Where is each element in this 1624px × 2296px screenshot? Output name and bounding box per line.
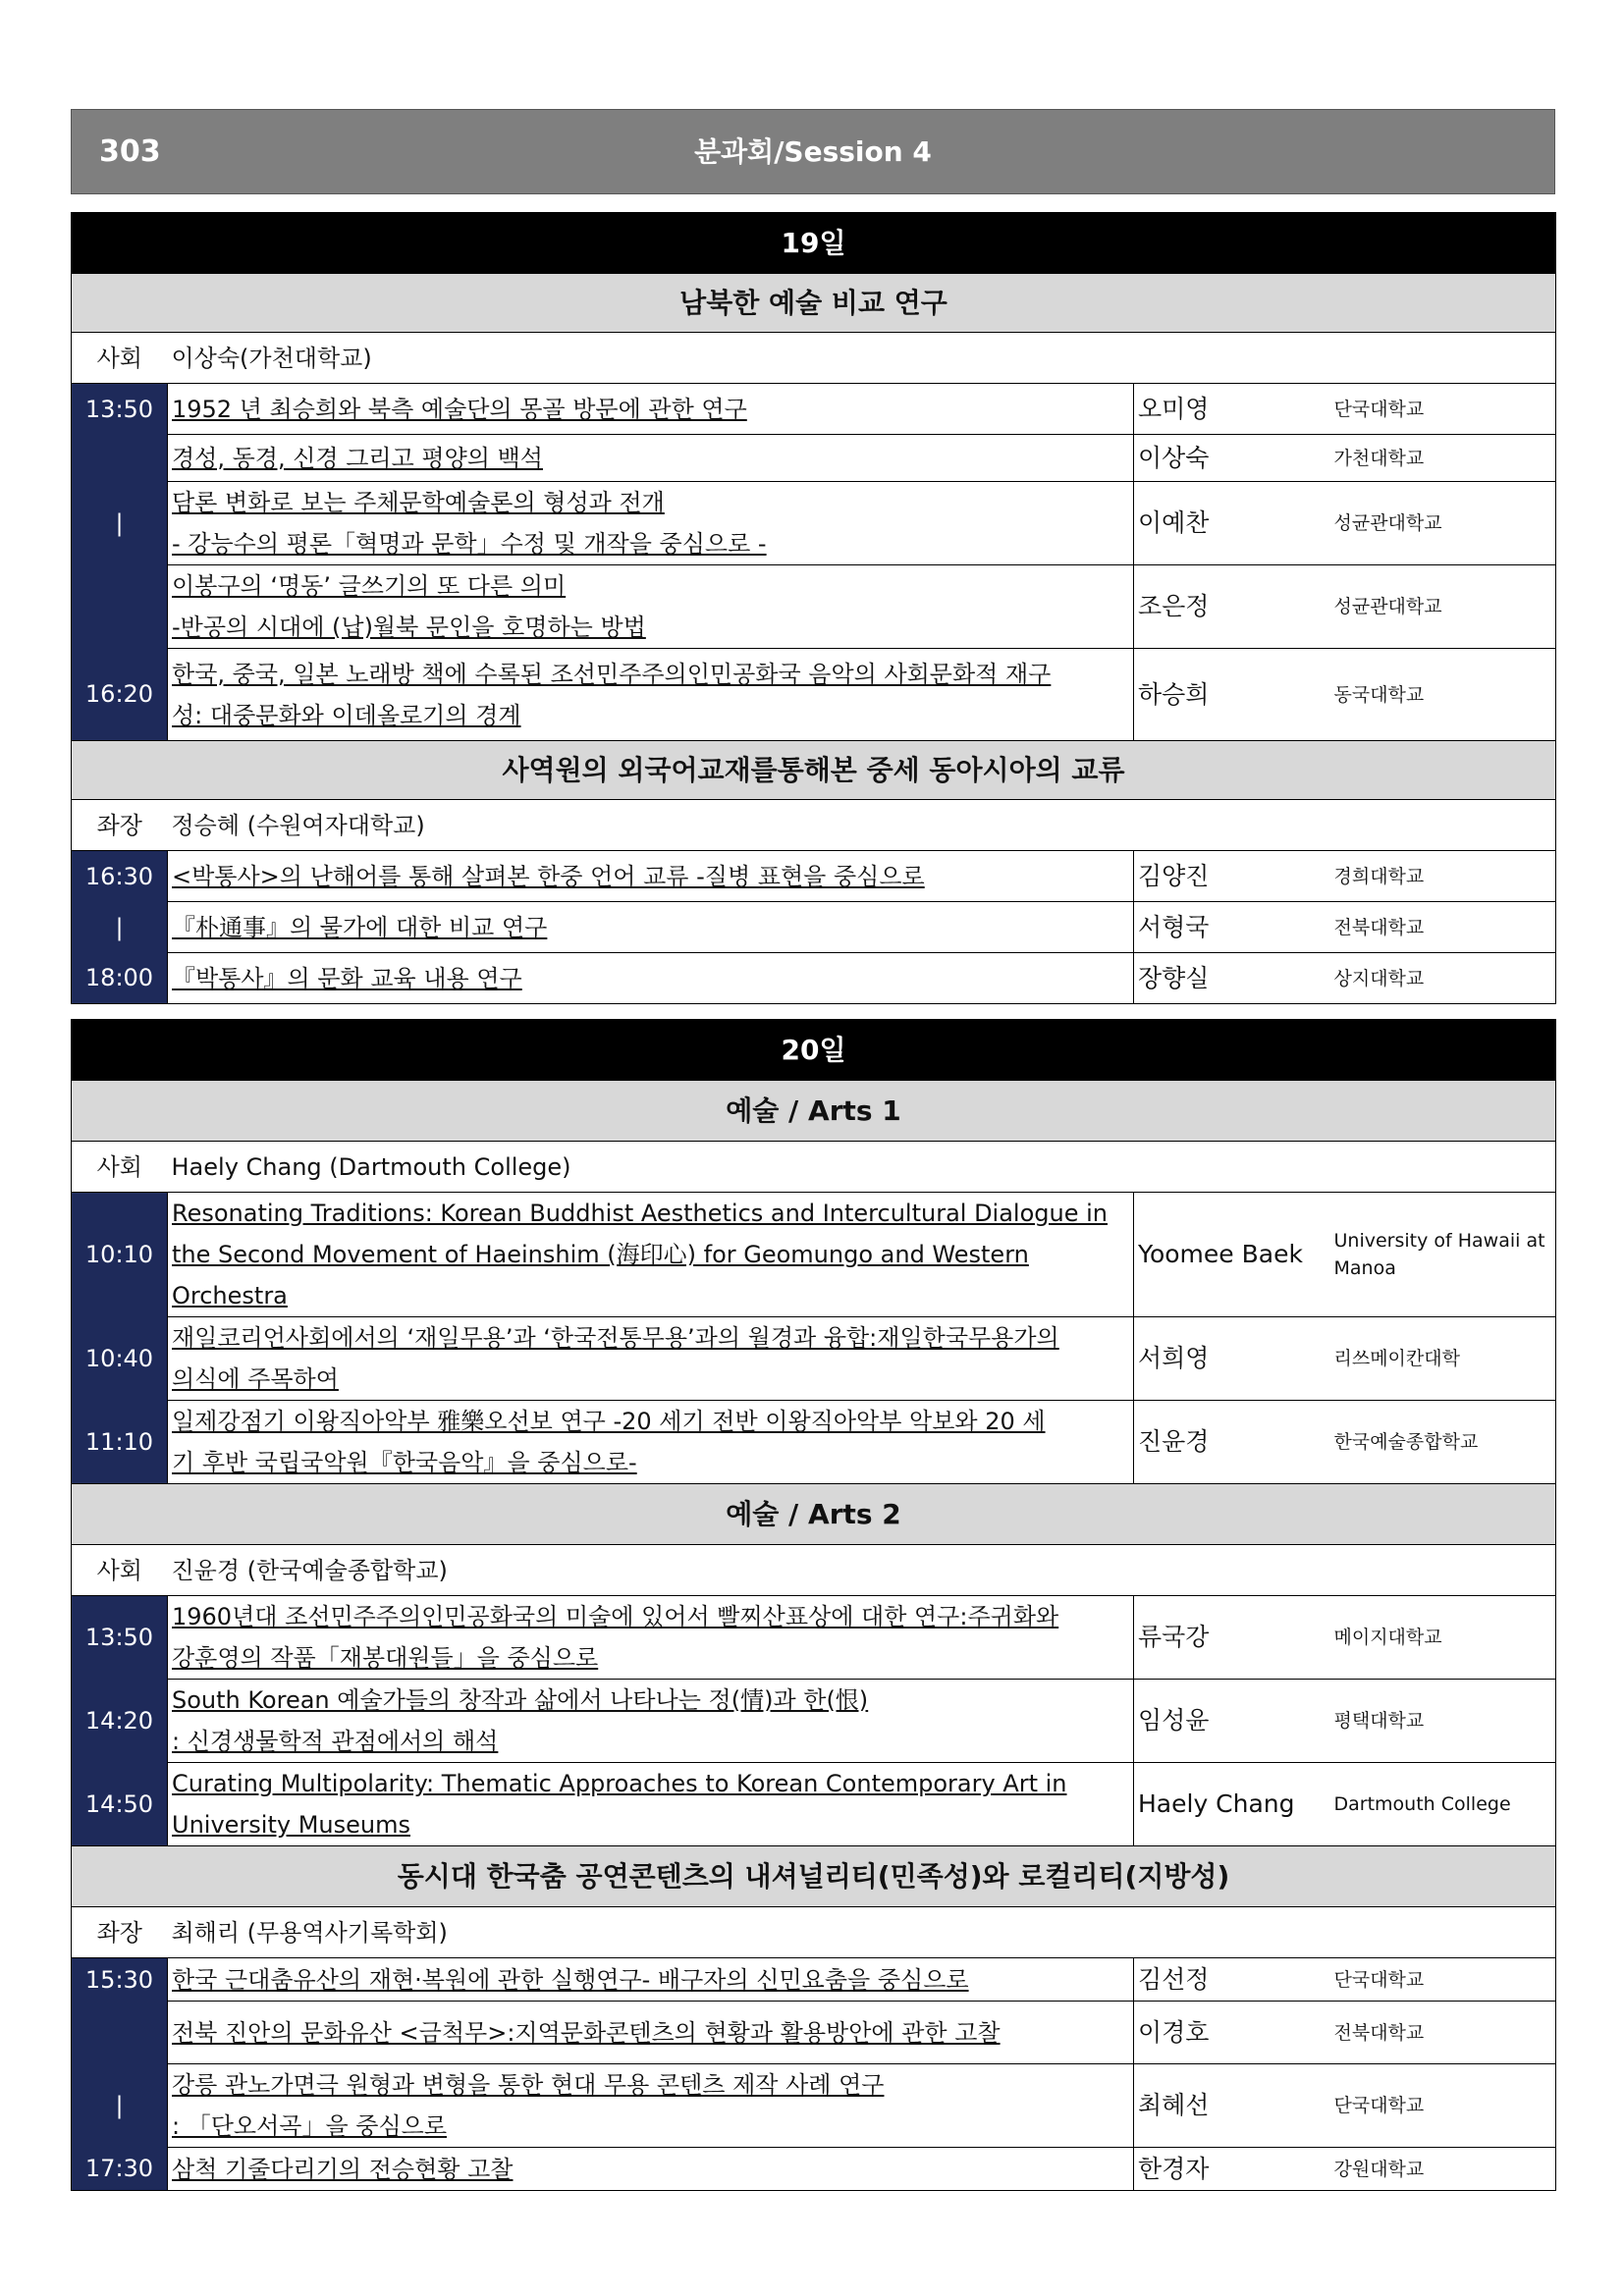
paper-time [72,2002,168,2064]
paper-title [168,2064,1134,2148]
panel-title: 남북한 예술 비교 연구 [72,274,1556,333]
paper-title-line: University Museums [172,1811,410,1839]
paper-row [72,1401,1556,1484]
presenter-name: 최혜선 [1134,2064,1330,2148]
presenter-affiliation: University of Hawaii at Manoa [1330,1193,1556,1317]
paper-title-line: 담론 변화로 보는 주체문학예술론의 형성과 전개 [172,489,665,516]
chair-name: 이상숙(가천대학교) [168,333,1556,384]
chair-name: Haely Chang (Dartmouth College) [168,1142,1556,1193]
room-number: 303 [99,134,161,169]
paper-title [168,565,1134,649]
presenter-name: 류국강 [1134,1596,1330,1680]
paper-title-line: Curating Multipolarity: Thematic Approaches to Korean Contemporary Art in [172,1770,1067,1797]
paper-time: 15:30 [72,1958,168,2002]
paper-title [168,2002,1134,2064]
paper-title [168,1596,1134,1680]
paper-row [72,1193,1556,1317]
paper-row [72,953,1556,1004]
paper-title [168,649,1134,741]
paper-time: 18:00 [72,953,168,1004]
chair-label: 좌장 [72,800,168,851]
paper-title-line: Resonating Traditions: Korean Buddhist Aesthetics and Intercultural Dialogue in [172,1200,1109,1227]
paper-title-line: 이봉구의 ‘명동’ 글쓰기의 또 다른 의미 [172,572,567,600]
paper-row [72,2064,1556,2148]
chair-label: 사회 [72,333,168,384]
presenter-name: 한경자 [1134,2148,1330,2191]
presenter-name: 오미영 [1134,384,1330,435]
paper-row [72,384,1556,435]
paper-title-line: 1952 년 최승희와 북측 예술단의 몽골 방문에 관한 연구 [172,395,747,423]
paper-title [168,384,1134,435]
paper-time: 16:30 [72,851,168,902]
day-header-row [72,213,1556,274]
paper-time: 13:50 [72,1596,168,1680]
session-header [71,109,1555,194]
paper-row [72,851,1556,902]
session-title: 분과회/Session 4 [694,135,932,168]
paper-row [72,1958,1556,2002]
paper-title-line: South Korean 예술가들의 창작과 삶에서 나타나는 정(情)과 한(恨) [172,1686,869,1714]
paper-title [168,1958,1134,2002]
paper-row [72,649,1556,741]
chair-row [72,800,1556,851]
paper-title [168,1401,1134,1484]
paper-time [72,565,168,649]
panel-title: 동시대 한국춤 공연콘텐츠의 내셔널리티(민족성)와 로컬리티(지방성) [72,1846,1556,1907]
paper-row [72,2148,1556,2191]
paper-title [168,1763,1134,1846]
chair-name: 최해리 (무용역사기록학회) [168,1907,1556,1958]
paper-title-line: <박통사>의 난해어를 통해 살펴본 한중 언어 교류 -질병 표현을 중심으로 [172,862,925,890]
paper-title-line: 재일코리언사회에서의 ‘재일무용’과 ‘한국전통무용’과의 월경과 융합:재일한국무용가의 [172,1324,1059,1352]
paper-title [168,953,1134,1004]
paper-row [72,435,1556,482]
day-header-row [72,1020,1556,1081]
paper-title-line: 『朴通事』의 물가에 대한 비교 연구 [172,913,548,941]
presenter-affiliation: Dartmouth College [1330,1763,1556,1846]
paper-title [168,2148,1134,2191]
presenter-affiliation: 메이지대학교 [1330,1596,1556,1680]
paper-title [168,435,1134,482]
panel-title: 예술 / Arts 2 [72,1484,1556,1545]
presenter-name: 임성윤 [1134,1680,1330,1763]
presenter-affiliation: 경희대학교 [1330,851,1556,902]
presenter-affiliation: 리쓰메이칸대학 [1330,1317,1556,1401]
presenter-affiliation: 전북대학교 [1330,2002,1556,2064]
chair-label: 좌장 [72,1907,168,1958]
chair-row [72,1545,1556,1596]
paper-row [72,902,1556,953]
presenter-affiliation: 단국대학교 [1330,1958,1556,2002]
paper-time: | [72,902,168,953]
presenter-affiliation: 가천대학교 [1330,435,1556,482]
paper-time: | [72,482,168,565]
paper-row [72,1680,1556,1763]
presenter-affiliation: 한국예술종합학교 [1330,1401,1556,1484]
paper-row [72,482,1556,565]
paper-time: 16:20 [72,649,168,741]
panel-title: 사역원의 외국어교재를통해본 중세 동아시아의 교류 [72,741,1556,800]
paper-title-line: the Second Movement of Haeinshim (海印心) for Geomungo and Western [172,1241,1029,1268]
day-schedule-20 [71,1019,1556,2191]
paper-title-line: 강훈영의 작품「재봉대원들」을 중심으로 [172,1644,599,1672]
panel-title-row [72,1081,1556,1142]
paper-time: 17:30 [72,2148,168,2191]
paper-title-line: 강릉 관노가면극 원형과 변형을 통한 현대 무용 콘텐츠 제작 사례 연구 [172,2071,885,2099]
paper-title [168,902,1134,953]
paper-title [168,1317,1134,1401]
paper-row [72,2002,1556,2064]
paper-title [168,851,1134,902]
chair-row [72,1142,1556,1193]
paper-title-line: -반공의 시대에 (납)월북 문인을 호명하는 방법 [172,614,646,641]
presenter-name: 장향실 [1134,953,1330,1004]
presenter-name: 진윤경 [1134,1401,1330,1484]
day-schedule-19 [71,212,1556,1004]
presenter-name: 조은정 [1134,565,1330,649]
presenter-name: 김양진 [1134,851,1330,902]
paper-title [168,1680,1134,1763]
paper-title-line: 일제강점기 이왕직아악부 雅樂오선보 연구 -20 세기 전반 이왕직아악부 악보와 20 세 [172,1408,1046,1435]
chair-label: 사회 [72,1142,168,1193]
paper-time [72,435,168,482]
paper-title-line: Orchestra [172,1282,288,1309]
presenter-name: 이상숙 [1134,435,1330,482]
presenter-name: 김선정 [1134,1958,1330,2002]
presenter-name: 이예찬 [1134,482,1330,565]
paper-title-line: 경성, 동경, 신경 그리고 평양의 백석 [172,444,543,472]
paper-title-line: 1960년대 조선민주주의인민공화국의 미술에 있어서 빨찌산표상에 대한 연구:주귀화와 [172,1603,1059,1630]
presenter-name: 이경호 [1134,2002,1330,2064]
paper-time: 10:10 [72,1193,168,1317]
day-label: 19일 [72,213,1556,274]
chair-row [72,1907,1556,1958]
paper-row [72,1596,1556,1680]
paper-time: 14:50 [72,1763,168,1846]
paper-title-line: - 강능수의 평론「혁명과 문학」수정 및 개작을 중심으로 - [172,530,767,558]
chair-name: 정승혜 (수원여자대학교) [168,800,1556,851]
panel-title: 예술 / Arts 1 [72,1081,1556,1142]
presenter-name: 서형국 [1134,902,1330,953]
paper-title-line: 한국, 중국, 일본 노래방 책에 수록된 조선민주주의인민공화국 음악의 사회문화적 재구 [172,660,1052,688]
presenter-name: 하승희 [1134,649,1330,741]
paper-title [168,482,1134,565]
paper-title-line: : 신경생물학적 관점에서의 해석 [172,1728,499,1755]
paper-title-line: 기 후반 국립국악원『한국음악』을 중심으로- [172,1449,637,1476]
presenter-name: Yoomee Baek [1134,1193,1330,1317]
presenter-affiliation: 성균관대학교 [1330,565,1556,649]
paper-title-line: 의식에 주목하여 [172,1365,339,1393]
paper-time: 11:10 [72,1401,168,1484]
paper-title-line: 전북 진안의 문화유산 <금척무>:지역문화콘텐츠의 현황과 활용방안에 관한 고찰 [172,2018,1001,2047]
paper-title-line: : 「단오서곡」을 중심으로 [172,2112,447,2140]
paper-time: 13:50 [72,384,168,435]
paper-row [72,1317,1556,1401]
paper-title-line: 『박통사』의 문화 교육 내용 연구 [172,964,522,992]
panel-title-row [72,741,1556,800]
chair-row [72,333,1556,384]
paper-time: 10:40 [72,1317,168,1401]
presenter-affiliation: 상지대학교 [1330,953,1556,1004]
presenter-affiliation: 단국대학교 [1330,384,1556,435]
paper-title-line: 한국 근대춤유산의 재현·복원에 관한 실행연구- 배구자의 신민요춤을 중심으로 [172,1965,969,1994]
presenter-affiliation: 평택대학교 [1330,1680,1556,1763]
panel-title-row [72,1484,1556,1545]
presenter-affiliation: 동국대학교 [1330,649,1556,741]
paper-row [72,565,1556,649]
paper-title-line: 성: 대중문화와 이데올로기의 경계 [172,701,521,729]
chair-label: 사회 [72,1545,168,1596]
paper-row [72,1763,1556,1846]
presenter-affiliation: 단국대학교 [1330,2064,1556,2148]
panel-title-row [72,1846,1556,1907]
chair-name: 진윤경 (한국예술종합학교) [168,1545,1556,1596]
presenter-affiliation: 성균관대학교 [1330,482,1556,565]
presenter-name: Haely Chang [1134,1763,1330,1846]
panel-title-row [72,274,1556,333]
paper-time: 14:20 [72,1680,168,1763]
day-label: 20일 [72,1020,1556,1081]
presenter-name: 서희영 [1134,1317,1330,1401]
paper-title-line: 삼척 기줄다리기의 전승현황 고찰 [172,2155,514,2183]
presenter-affiliation: 전북대학교 [1330,902,1556,953]
presenter-affiliation: 강원대학교 [1330,2148,1556,2191]
paper-title [168,1193,1134,1317]
paper-time: | [72,2064,168,2148]
